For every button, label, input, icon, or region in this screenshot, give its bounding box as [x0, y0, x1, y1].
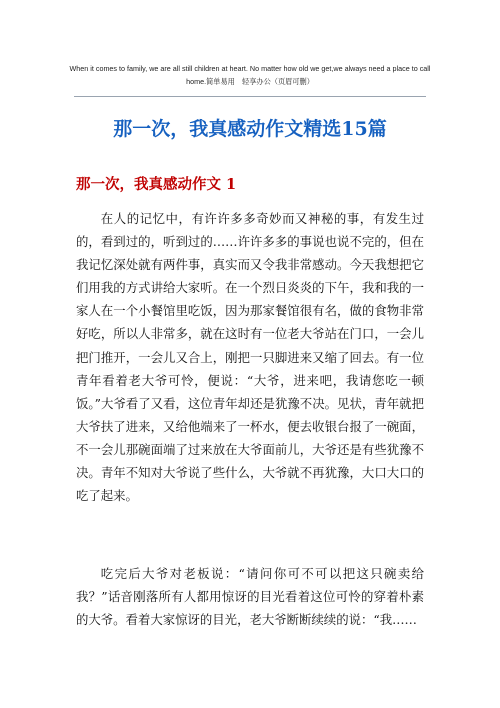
header-text: When it comes to family, we are all still children at heart. No matter how old we get,we always need a place to call home.简单易用 轻享办公（页眉可删）	[69, 64, 431, 86]
page-header	[60, 62, 440, 88]
section-title: 那一次，我真感动作文 1	[76, 176, 237, 193]
body-paragraph: 在人的记忆中，有许许多多奇妙而又神秘的事，有发生过的，看到过的，听到过的……许许多多的事说也说不完的，但在我记忆深处就有两件事，真实而又令我非常感动。今天我想把它们用我的方式讲给大家听。在一个烈日炎炎的下午，我和我的一家人在一个小餐馆里吃饭，因为那家餐馆很有名，做的食物非常好吃，所以人非常多，就在这时有一位老大爷站在门口，一会儿把门推开，一会儿又合上，刚把一只脚进来又缩了回去。有一位青年看着老大爷可怜，便说：“大爷，进来吧，我请您吃一顿饭。”大爷看了又看，这位青年却还是犹豫不决。见状，青年就把大爷扶了进来，又给他端来了一杯水，便去收银台报了一碗面，不一会儿那碗面端了过来放在大爷面前儿，大爷还是有些犹豫不决。青年不知对大爷说了些什么，大爷就不再犹豫，大口大口的吃了起来。	[76, 211, 424, 504]
body-paragraph: 吃完后大爷对老板说：“请问你可不可以把这只碗卖给我？”话音刚落所有人都用惊讶的目光看着这位可怜的穿着朴素的大爷。看着大家惊讶的目光，老大爷断断续续的说：“我……	[76, 566, 424, 628]
header-divider	[74, 96, 426, 97]
document-title: 那一次，我真感动作文精选15篇	[113, 118, 387, 140]
